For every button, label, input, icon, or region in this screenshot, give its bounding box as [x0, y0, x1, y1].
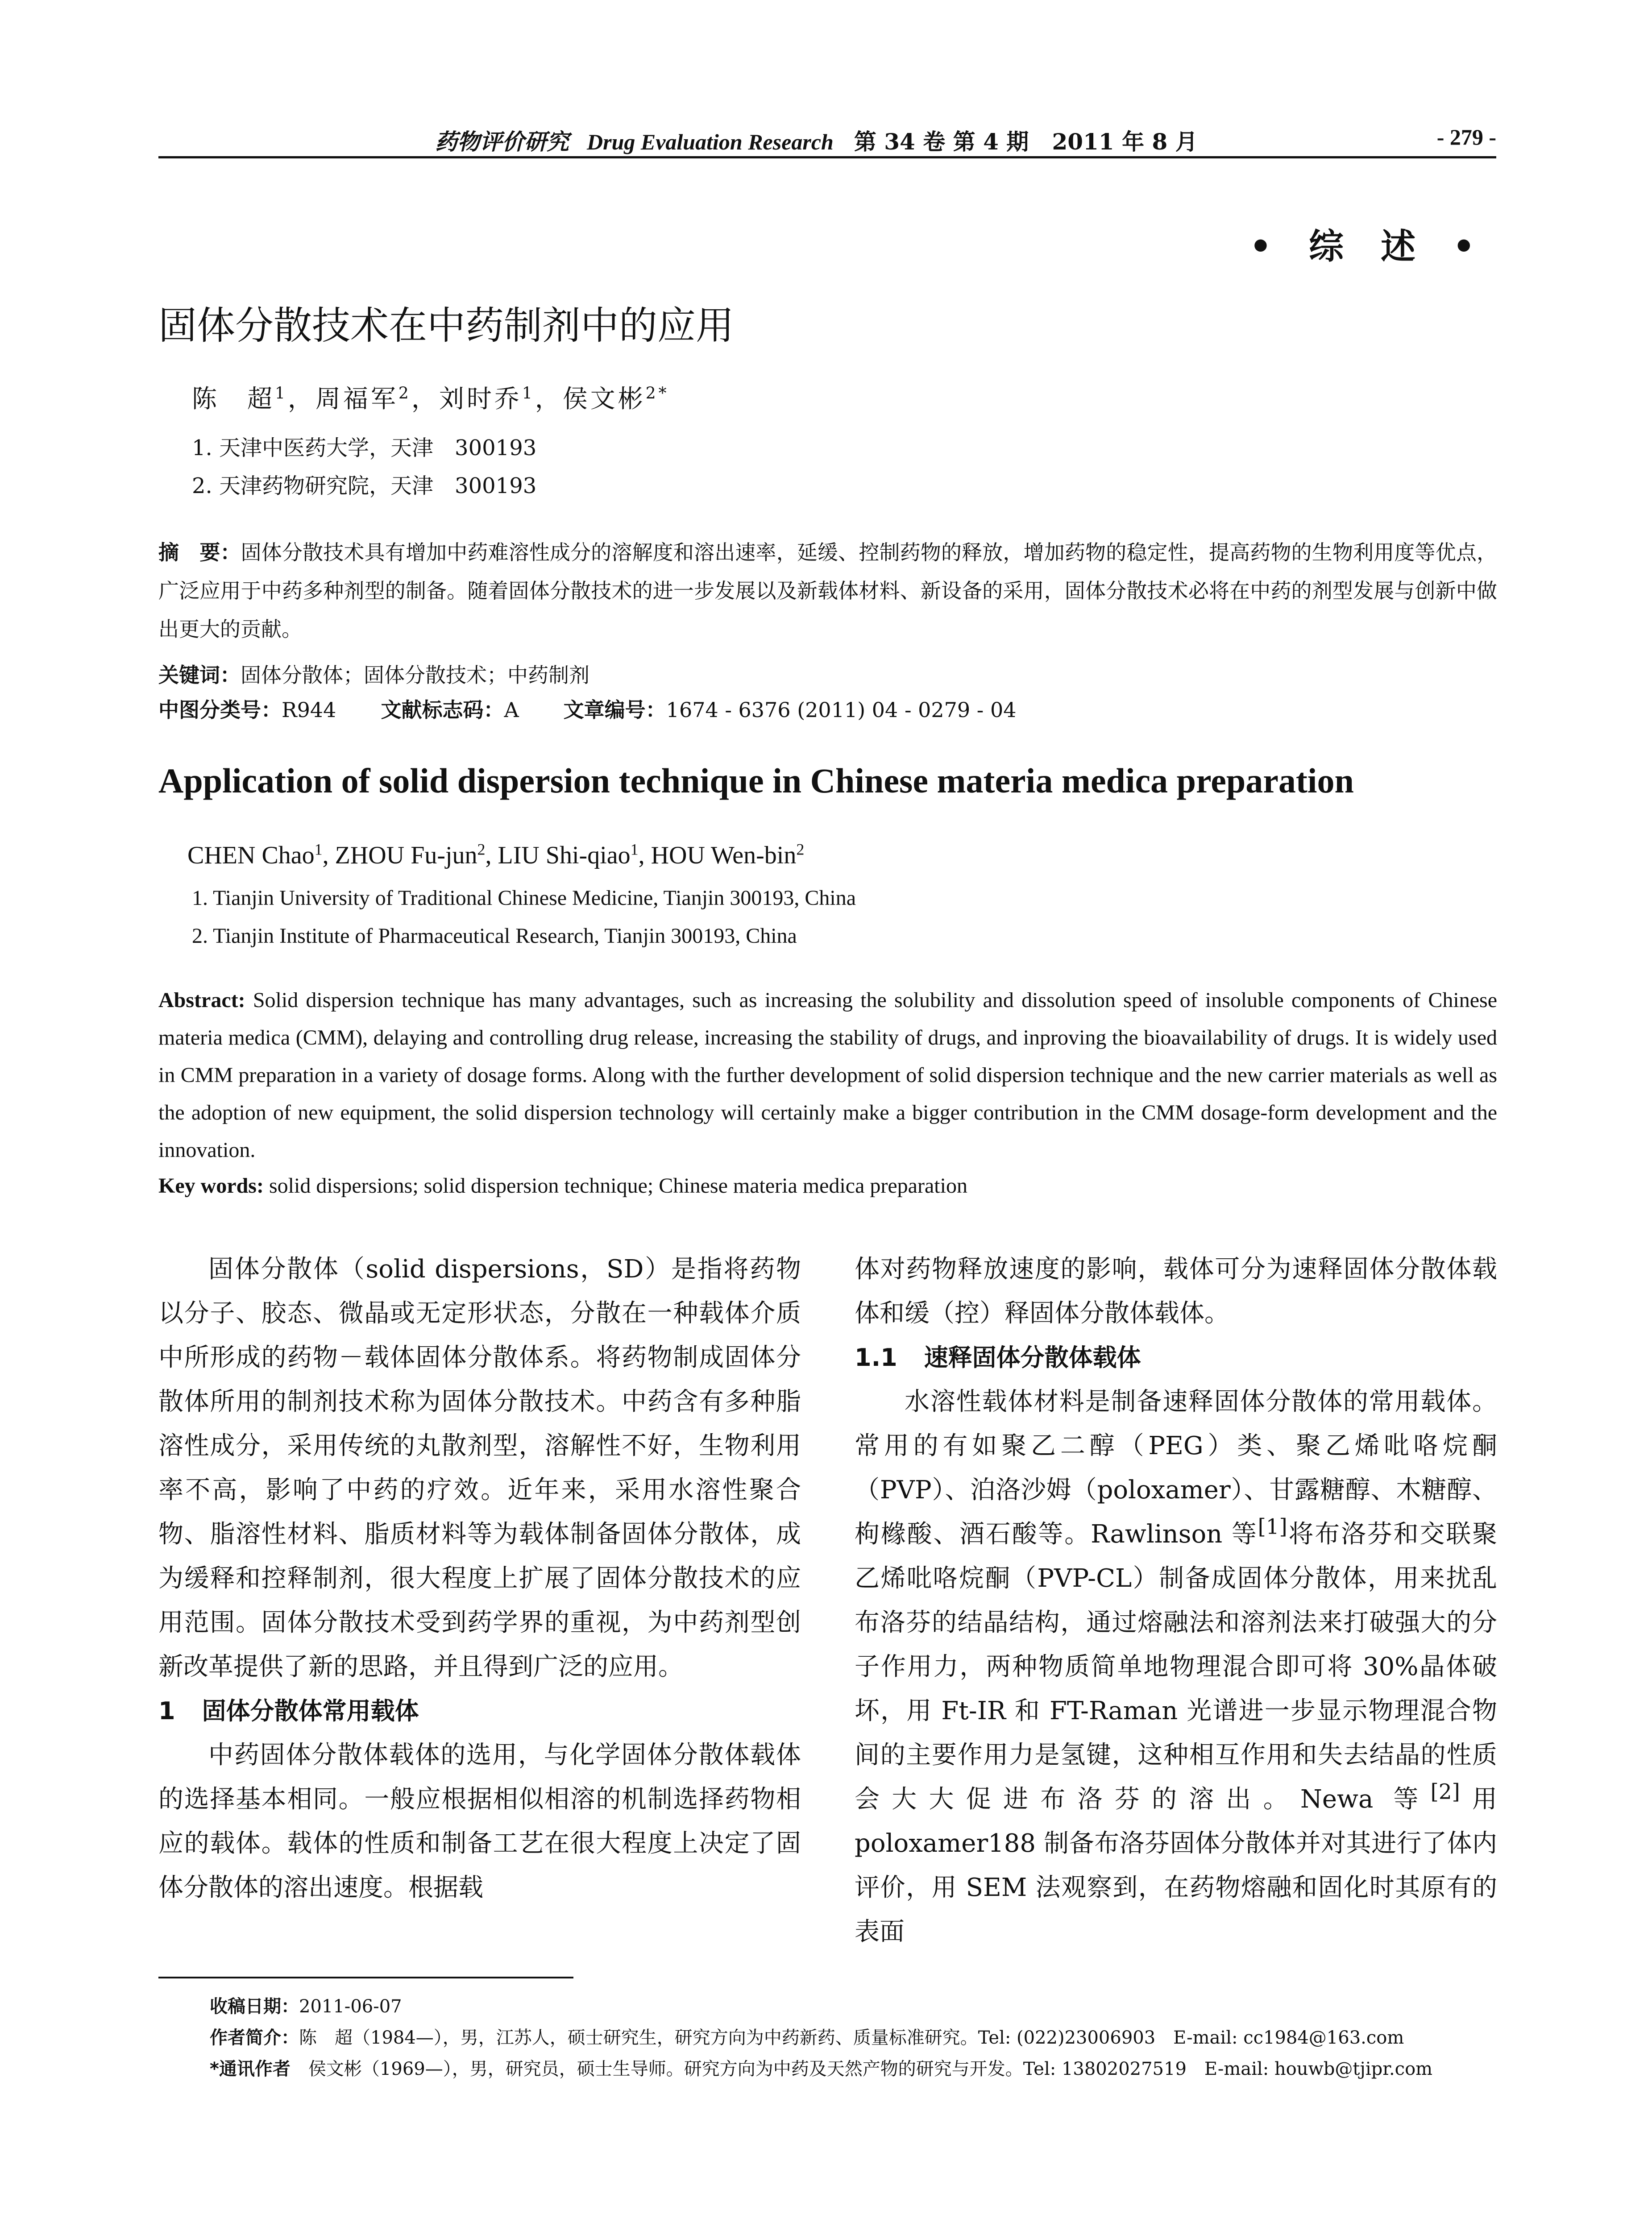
cn-author-sup: 1: [522, 384, 535, 403]
running-header: [158, 115, 1496, 160]
footnote-text: 陈 超（1984—），男，江苏人，硕士研究生，研究方向为中药新药、质量标准研究。Tel: (022)23006903 E-mail: cc1984@163.com: [299, 2028, 1404, 2048]
section-title: 速释固体分散体载体: [924, 1344, 1141, 1372]
cn-title: 固体分散技术在中药制剂中的应用: [158, 303, 734, 348]
doc-code-value: A: [504, 698, 519, 722]
footnotes: [210, 1991, 1504, 2085]
cn-author: 侯文彬: [562, 385, 646, 414]
body-text: 用 poloxamer188 制备布洛芬固体分散体并对其进行了体内评价，用 SEM 法观察到，在药物熔融和固化时其原有的表面: [855, 1785, 1498, 1946]
body-paragraph: 固体分散体（solid dispersions，SD）是指将药物以分子、胶态、微晶或无定形状态，分散在一种载体介质中所形成的药物－载体固体分散体系。将药物制成固体分散体所用的制剂技术称为固体分散技术。中药含有多种脂溶性成分，采用传统的丸散剂型，溶解性不好，生物利用率不高，影响了中药的疗效。近年来，采用水溶性聚合物、脂溶性材料、脂质材料等为载体制备固体分散体，成为缓释和控释制剂，很大程度上扩展了固体分散技术的应用范围。固体分散技术受到药学界的重视，为中药剂型创新改革提供了新的思路，并且得到广泛的应用。: [158, 1255, 801, 1681]
cn-author-sup: 2*: [645, 384, 669, 403]
section-number: 1: [158, 1697, 175, 1725]
en-abstract-label: Abstract:: [158, 988, 245, 1012]
en-abstract-text: Solid dispersion technique has many advantages, such as increasing the solubility and dissolution speed of insoluble components of Chinese materia medica (CMM), delaying and controlling drug release, increasing the stability of drugs, and inproving the bioavailability of drugs. It is widely used in CMM preparation in a variety of dosage forms. Along with the further development of solid dispersion technique and the new carrier materials as well as the adoption of new equipment, the solid dispersion technology will certainly make a bigger contribution in the CMM dosage-form development and the innovation.: [158, 988, 1498, 1162]
citation-ref[interactable]: [2]: [1430, 1780, 1460, 1804]
en-affiliation: 2. Tianjin Institute of Pharmaceutical Research, Tianjin 300193, China: [192, 924, 797, 948]
section-heading-1: [158, 1689, 801, 1733]
footnote-text: 2011-06-07: [299, 1996, 402, 2017]
cn-keywords: [158, 656, 1497, 694]
cn-authors: 陈 超$^1$，周福军$^2$，刘时乔$^1$，侯文彬$^{2*}$: [192, 384, 669, 414]
cn-author: 刘时乔: [439, 385, 522, 414]
header-rule: [158, 156, 1496, 158]
footnote-label: 收稿日期：: [210, 1996, 299, 2017]
citation-ref[interactable]: [1]: [1258, 1515, 1287, 1539]
body-column-right: [855, 1247, 1497, 1954]
article-no-value: 1674 - 6376 (2011) 04 - 0279 - 04: [666, 698, 1017, 722]
en-author: LIU Shi-qiao: [498, 842, 631, 869]
en-keywords-text: solid dispersions; solid dispersion technique; Chinese materia medica preparation: [269, 1174, 967, 1198]
en-author: CHEN Chao: [187, 842, 315, 869]
section-heading-1-1: [855, 1335, 1497, 1380]
footnote-author: [210, 2022, 1504, 2053]
section-title: 固体分散体常用载体: [202, 1697, 419, 1725]
clc-label: 中图分类号：: [158, 698, 282, 722]
section-label: • 综 述 •: [1249, 226, 1488, 267]
en-author-sup: 1: [630, 840, 639, 858]
body-paragraph: 体对药物释放速度的影响，载体可分为速释固体分散体载体和缓（控）释固体分散体载体。: [855, 1255, 1497, 1328]
footnote-received: [210, 1991, 1504, 2022]
body-column-left: [158, 1247, 801, 1910]
section-number: 1.1: [855, 1344, 897, 1372]
en-abstract: [158, 982, 1497, 1169]
cn-affiliation: 2. 天津药物研究院，天津 300193: [192, 473, 537, 498]
en-author-sup: 2: [796, 840, 805, 858]
en-author: HOU Wen-bin: [651, 842, 797, 869]
journal-logo: 药物评价研究: [435, 129, 569, 155]
journal-issue: 第 34 卷 第 4 期: [854, 129, 1029, 155]
footnote-label: *通讯作者: [210, 2059, 291, 2079]
cn-abstract-text: 固体分散技术具有增加中药难溶性成分的溶解度和溶出速率，延缓、控制药物的释放，增加药物的稳定性，提高药物的生物利用度等优点，广泛应用于中药多种剂型的制备。随着固体分散技术的进一步发展以及新载体材料、新设备的采用，固体分散技术必将在中药的剂型发展与创新中做出更大的贡献。: [158, 540, 1497, 641]
doc-code-label: 文献标志码：: [381, 698, 504, 722]
article-no-label: 文章编号：: [563, 698, 666, 722]
en-authors: CHEN Chao$^1$, ZHOU Fu-jun$^2$, LIU Shi-qiao$^1$, HOU Wen-bin$^2$: [187, 840, 805, 869]
cn-keywords-text: 固体分散体；固体分散技术；中药制剂: [241, 663, 589, 687]
page-number: - 279 -: [1436, 124, 1496, 149]
cn-abstract-label: 摘 要：: [158, 540, 241, 564]
en-affiliation: 1. Tianjin University of Traditional Chinese Medicine, Tianjin 300193, China: [192, 886, 856, 910]
body-paragraph: [855, 1380, 1497, 1954]
cn-affiliation: 1. 天津中医药大学，天津 300193: [192, 435, 537, 460]
footnote-text: 侯文彬（1969—），男，研究员，硕士生导师。研究方向为中药及天然产物的研究与开发。Tel: 13802027519 E-mail: houwb@tjipr.com: [290, 2059, 1433, 2079]
journal-name: Drug Evaluation Research: [587, 129, 834, 154]
en-keywords-label: Key words:: [158, 1174, 264, 1198]
en-author-sup: 1: [314, 840, 323, 858]
cn-abstract: [158, 533, 1497, 648]
en-title: Application of solid dispersion technique in Chinese materia medica preparation: [158, 761, 1354, 800]
body-text: 水溶性载体材料是制备速释固体分散体的常用载体。常用的有如聚乙二醇（PEG）类、聚乙烯吡咯烷酮（PVP）、泊洛沙姆（poloxamer）、甘露糖醇、木糖醇、枸橼酸、酒石酸等。Rawlinson 等: [855, 1387, 1497, 1549]
body-paragraph: 中药固体分散体载体的选用，与化学固体分散体载体的选择基本相同。一般应根据相似相溶的机制选择药物相应的载体。载体的性质和制备工艺在很大程度上决定了固体分散体的溶出速度。根据载: [158, 1741, 801, 1902]
en-author: ZHOU Fu-jun: [335, 842, 477, 869]
cn-author-sup: 2: [398, 384, 411, 403]
footnote-label: 作者简介：: [210, 2028, 299, 2048]
en-keywords: [158, 1174, 967, 1198]
footnote-rule: [158, 1977, 573, 1978]
cn-author: 周福军: [315, 385, 398, 414]
cn-author: 陈 超: [192, 385, 275, 414]
clc-value: R944: [282, 698, 336, 722]
cn-keywords-label: 关键词：: [158, 663, 241, 687]
cn-author-sup: 1: [275, 384, 288, 403]
body-text: 将布洛芬和交联聚乙烯吡咯烷酮（PVP-CL）制备成固体分散体，用来扰乱布洛芬的结晶结构，通过熔融法和溶剂法来打破强大的分子作用力，两种物质简单地物理混合即可将 30%晶体破坏，用 Ft-IR 和 FT-Raman 光谱进一步显示物理混合物间的主要作用力是氢键，这种相互作用和失去结晶的性质会大大促进布洛芬的溶出。Newa 等: [855, 1520, 1498, 1814]
footnote-corresponding: [210, 2053, 1504, 2085]
journal-date: 2011 年 8 月: [1052, 129, 1198, 155]
cn-classification: [158, 694, 1061, 723]
en-author-sup: 2: [477, 840, 486, 858]
header-journal-line: [435, 124, 1198, 156]
